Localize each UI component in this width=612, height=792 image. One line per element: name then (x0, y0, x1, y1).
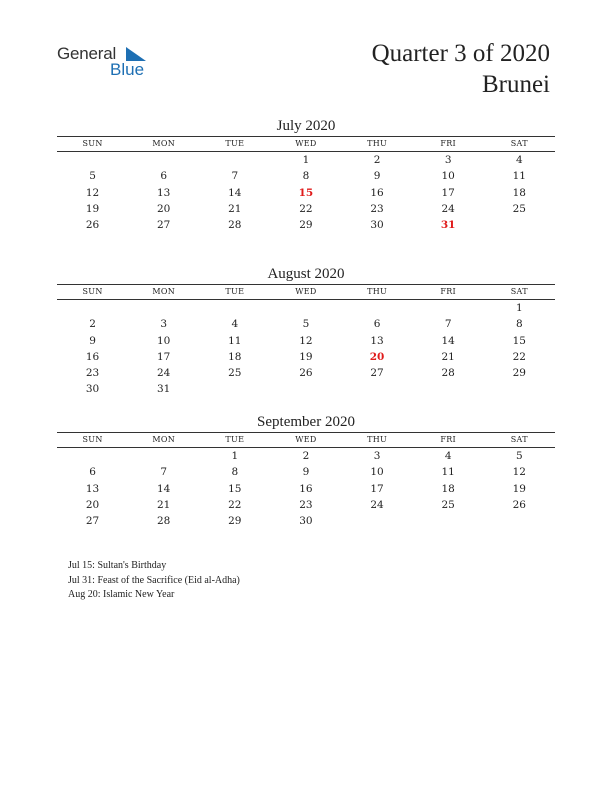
country-title: Brunei (481, 71, 550, 98)
logo-triangle-icon (126, 47, 146, 61)
day-cell (484, 381, 555, 397)
day-cell: 13 (85, 482, 100, 495)
day-cell: 5 (302, 318, 310, 331)
day-cell (128, 300, 199, 316)
day-cell: 29 (299, 219, 313, 232)
holiday-note: Jul 31: Feast of the Sacrifice (Eid al-Adha) (68, 574, 240, 586)
week-row (57, 497, 555, 513)
day-cell: 17 (441, 186, 455, 199)
holiday-notes (68, 559, 240, 603)
day-cell: 1 (302, 154, 310, 166)
day-cell (413, 300, 484, 316)
day-cell: 28 (441, 367, 455, 380)
day-cell: 19 (85, 202, 100, 215)
day-cell: 17 (370, 482, 384, 495)
day-cell: 27 (370, 367, 384, 380)
day-cell: 25 (441, 498, 455, 511)
day-cell (342, 381, 413, 397)
day-cell: 21 (441, 350, 455, 363)
day-cell (413, 513, 484, 529)
weekday-label: SAT (510, 287, 528, 296)
quarter-title: Quarter 3 of 2020 (371, 40, 550, 67)
holiday-day-cell: 31 (440, 219, 456, 232)
day-cell: 30 (370, 219, 384, 232)
day-cell (199, 381, 270, 397)
day-cell (270, 381, 341, 397)
weekday-label: TUE (225, 139, 245, 148)
day-cell: 26 (299, 367, 313, 380)
day-cell: 2 (373, 154, 381, 166)
day-cell: 28 (157, 515, 171, 528)
weekday-label: WED (295, 139, 317, 148)
day-cell (342, 300, 413, 316)
day-cell: 6 (89, 466, 96, 479)
weekday-header (57, 284, 555, 300)
day-cell (57, 300, 128, 316)
month-title: September 2020 (257, 414, 355, 430)
day-cell: 2 (89, 318, 96, 331)
weekday-label: THU (367, 287, 388, 296)
day-cell (57, 152, 128, 168)
day-cell: 8 (515, 318, 523, 331)
day-cell: 14 (441, 334, 455, 347)
day-cell: 11 (228, 334, 242, 347)
day-cell: 3 (444, 154, 452, 166)
day-cell: 14 (157, 482, 171, 495)
day-cell: 10 (370, 466, 384, 479)
weekday-label: TUE (225, 435, 245, 444)
week-row (57, 349, 555, 365)
weekday-label: SAT (510, 435, 528, 444)
day-cell: 12 (512, 466, 526, 479)
week-row (57, 381, 555, 397)
week-row (57, 365, 555, 381)
weekday-label: FRI (440, 435, 456, 444)
day-cell: 7 (231, 170, 239, 183)
week-row (57, 168, 555, 184)
month-title: July 2020 (276, 118, 336, 134)
week-row (57, 464, 555, 480)
day-cell: 16 (85, 350, 100, 363)
day-cell: 15 (512, 334, 526, 347)
weekday-label: MON (152, 435, 176, 444)
day-cell (199, 300, 270, 316)
week-row (57, 333, 555, 349)
day-cell: 24 (441, 202, 455, 215)
holiday-note: Aug 20: Islamic New Year (68, 589, 175, 600)
weekday-label: MON (152, 287, 176, 296)
day-cell: 16 (370, 186, 384, 199)
day-cell: 22 (512, 350, 526, 363)
day-cell: 9 (89, 334, 96, 347)
day-cell (484, 513, 555, 529)
day-cell: 22 (299, 202, 313, 215)
day-cell: 21 (228, 202, 242, 215)
day-cell: 18 (512, 186, 526, 199)
day-cell: 31 (157, 383, 171, 396)
day-cell: 3 (160, 318, 168, 331)
holiday-day-cell: 20 (369, 350, 385, 363)
day-cell: 5 (515, 450, 523, 462)
day-cell: 26 (85, 219, 100, 232)
week-row (57, 481, 555, 497)
holiday-day-cell: 15 (298, 186, 314, 199)
day-cell (342, 513, 413, 529)
day-cell: 29 (512, 367, 526, 380)
weekday-label: WED (295, 435, 317, 444)
day-cell: 22 (228, 498, 242, 511)
day-cell: 26 (512, 498, 526, 511)
day-cell: 27 (157, 219, 171, 232)
page-title (372, 38, 550, 100)
day-cell: 1 (515, 302, 523, 314)
day-cell: 25 (228, 367, 242, 380)
day-cell (128, 448, 199, 464)
day-cell: 14 (228, 186, 242, 199)
day-cell: 11 (441, 466, 455, 479)
day-cell: 13 (370, 334, 384, 347)
weekday-label: MON (152, 139, 176, 148)
week-row (57, 152, 555, 168)
day-cell: 1 (231, 450, 239, 462)
day-cell: 28 (228, 219, 242, 232)
day-cell: 20 (157, 202, 171, 215)
day-cell (270, 300, 341, 316)
day-cell: 12 (299, 334, 313, 347)
day-cell: 10 (441, 170, 455, 183)
weekday-label: SUN (82, 287, 103, 296)
day-cell: 20 (85, 498, 100, 511)
day-cell: 24 (370, 498, 384, 511)
day-cell: 30 (299, 515, 313, 528)
day-cell: 3 (373, 450, 381, 462)
day-cell (57, 448, 128, 464)
week-row (57, 217, 555, 233)
day-cell: 10 (157, 334, 171, 347)
day-cell (413, 381, 484, 397)
week-row (57, 300, 555, 316)
day-cell: 11 (512, 170, 526, 183)
month-title: August 2020 (267, 266, 345, 282)
day-cell: 23 (85, 367, 100, 380)
week-row (57, 448, 555, 464)
day-cell: 2 (302, 450, 310, 462)
week-row (57, 201, 555, 217)
day-cell: 15 (228, 482, 242, 495)
weekday-header (57, 432, 555, 448)
day-cell (128, 152, 199, 168)
weekday-label: WED (295, 287, 317, 296)
month-september (57, 412, 555, 529)
day-cell: 16 (299, 482, 313, 495)
weekday-label: SUN (82, 139, 103, 148)
month-august (57, 264, 555, 398)
day-cell: 21 (157, 498, 171, 511)
day-cell: 5 (89, 170, 96, 183)
day-cell: 13 (157, 186, 171, 199)
logo-general-text: General (57, 44, 117, 63)
weekday-label: THU (367, 435, 388, 444)
day-cell: 4 (515, 154, 523, 166)
day-cell: 19 (512, 482, 526, 495)
day-cell: 23 (299, 498, 313, 511)
week-row (57, 513, 555, 529)
day-cell: 12 (85, 186, 100, 199)
day-cell: 8 (302, 170, 310, 183)
day-cell: 6 (160, 170, 168, 183)
day-cell: 25 (512, 202, 526, 215)
day-cell: 7 (444, 318, 452, 331)
day-cell (199, 152, 270, 168)
day-cell: 24 (157, 367, 171, 380)
week-row (57, 316, 555, 332)
day-cell: 19 (299, 350, 313, 363)
day-cell: 7 (160, 466, 168, 479)
logo (57, 44, 157, 84)
logo-blue-text: Blue (110, 60, 145, 79)
weekday-label: SUN (82, 435, 103, 444)
weekday-label: FRI (440, 287, 456, 296)
day-cell: 17 (157, 350, 171, 363)
day-cell: 29 (228, 515, 242, 528)
day-cell: 30 (85, 383, 100, 396)
day-cell: 9 (373, 170, 381, 183)
weekday-header (57, 136, 555, 152)
day-cell: 6 (373, 318, 381, 331)
day-cell: 18 (441, 482, 455, 495)
day-cell: 18 (228, 350, 242, 363)
weekday-label: THU (367, 139, 388, 148)
day-cell (484, 217, 555, 233)
day-cell: 8 (231, 466, 239, 479)
day-cell: 9 (302, 466, 310, 479)
holiday-note: Jul 15: Sultan's Birthday (68, 560, 167, 571)
weekday-label: SAT (510, 139, 528, 148)
weekday-label: TUE (225, 287, 245, 296)
day-cell: 4 (444, 450, 452, 462)
day-cell: 4 (231, 318, 239, 331)
weekday-label: FRI (440, 139, 456, 148)
month-july (57, 116, 555, 233)
week-row (57, 185, 555, 201)
day-cell: 23 (370, 202, 384, 215)
day-cell: 27 (85, 515, 100, 528)
